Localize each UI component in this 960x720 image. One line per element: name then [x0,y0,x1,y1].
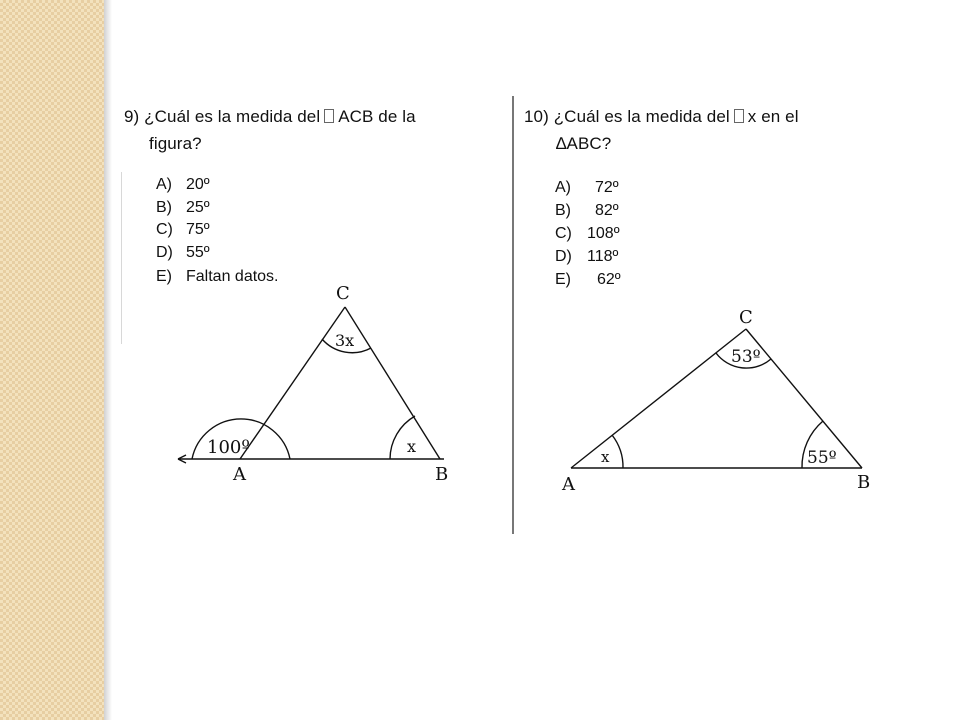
option-letter: A) [555,179,571,196]
option-letter: E) [156,268,172,285]
triangle-symbol-icon: ∆ [556,134,567,153]
option-value: 108º [587,225,620,242]
q9-side-ac [240,307,345,459]
q9-number: 9) [124,107,140,126]
option-letter: D) [156,244,173,261]
q10-text-after: x en el [747,107,799,126]
option-letter: B) [156,199,172,216]
option-value: 25º [186,199,210,216]
option-value: 75º [186,221,210,238]
option-letter: A) [156,176,172,193]
q10-label-b: B [857,472,871,493]
q9-text-after: ACB de la [338,107,416,126]
option-letter: D) [555,248,572,265]
option-letter: E) [555,271,571,288]
q9-angle-b-label: x [407,437,417,456]
q10-arc-a [612,435,623,468]
q9-angle-c-label: 3x [335,331,355,350]
option-letter: C) [555,225,572,242]
q10-label-c: C [739,307,753,328]
option-value: 55º [186,244,210,261]
q10-side-ac [571,329,746,468]
q10-angle-a-label: x [601,448,610,466]
q9-line2: figura? [149,134,202,153]
q9-angle-ext-a-label: 100º [207,437,250,458]
option-value: 20º [186,176,210,193]
q9-label-b: B [435,464,449,485]
q9-label-a: A [233,464,246,485]
q10-line2-text: ABC? [566,134,612,153]
q10-text-before: ¿Cuál es la medida del [553,107,730,126]
option-value: 82º [595,202,619,219]
option-letter: C) [156,221,173,238]
q10-side-cb [746,329,862,468]
option-value: Faltan datos. [186,268,279,285]
option-value: 118º [587,248,619,265]
q9-label-c: C [336,283,350,304]
q10-number: 10) [524,107,549,126]
q10-label-a: A [562,474,575,495]
option-letter: B) [555,202,571,219]
q10-angle-b-label: 55º [807,448,837,468]
q9-side-cb [345,307,440,459]
option-value: 62º [597,271,621,288]
option-value: 72º [595,179,619,196]
q9-text-before: ¿Cuál es la medida del [144,107,321,126]
q10-angle-c-label: 53º [731,347,761,367]
